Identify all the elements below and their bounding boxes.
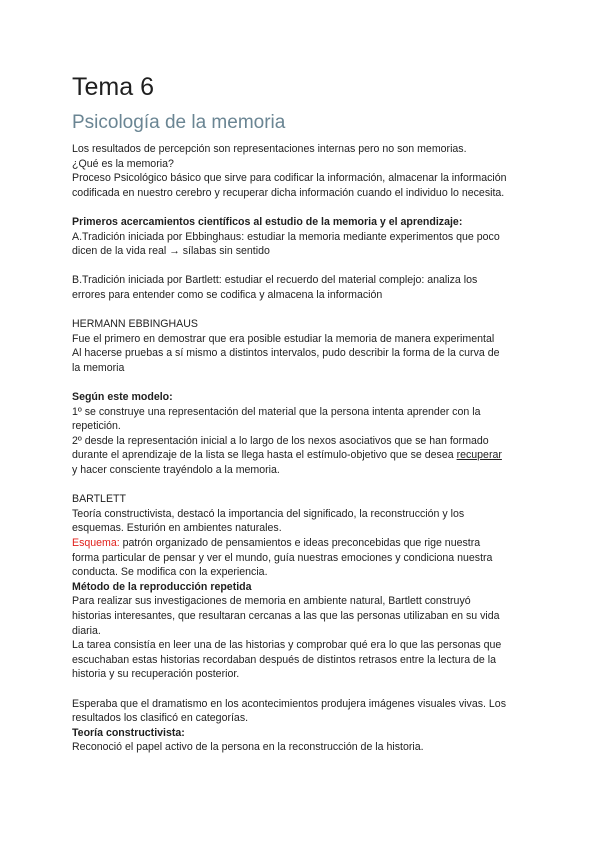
esquema-line-3: conducta. Se modifica con la experiencia. — [72, 566, 268, 579]
modelo-line-3: 2º desde la representación inicial a lo largo de los nexos asociativos que se han formado — [72, 434, 489, 447]
metodo-line-6: historia y su recuperación posterior. — [72, 668, 240, 681]
modelo-line-2: repetición. — [72, 420, 121, 433]
primeros-b-line-2: errores para entender como se codifica y almacena la información — [72, 288, 383, 301]
primeros-b-line-1: B.Tradición iniciada por Bartlett: estudiar el recuerdo del material complejo: analiza los — [72, 274, 478, 287]
intro-line-3: Proceso Psicológico básico que sirve para codificar la información, almacenar la información — [72, 172, 507, 185]
recuperar-underlined: recuperar — [456, 449, 502, 462]
page-title: Tema 6 — [72, 73, 154, 101]
ebbinghaus-line-1: Fue el primero en demostrar que era posible estudiar la memoria de manera experimental — [72, 332, 495, 345]
modelo-line-4-text: durante el aprendizaje de la lista se llega hasta el estímulo-objetivo que se desea — [72, 449, 457, 462]
metodo-line-8: resultados los clasificó en categorías. — [72, 712, 249, 725]
modelo-heading: Según este modelo: — [72, 391, 173, 404]
metodo-line-5: escuchaban estas historias recordaban después de distintos retrasos entre la lectura de la — [72, 653, 496, 666]
page-subtitle: Psicología de la memoria — [72, 112, 286, 133]
metodo-line-4: La tarea consistía en leer una de las historias y comprobar qué era lo que las personas que — [72, 639, 502, 652]
esquema-text: patrón organizado de pensamientos e ideas preconcebidas que rige nuestra — [119, 537, 481, 550]
teoria-line-1: Reconoció el papel activo de la persona en la reconstrucción de la historia. — [72, 741, 424, 754]
bartlett-line-2: esquemas. Esturión en ambientes naturales. — [72, 522, 282, 535]
intro-line-2: ¿Qué es la memoria? — [72, 157, 174, 170]
esquema-label: Esquema: — [72, 537, 120, 550]
metodo-line-1: Para realizar sus investigaciones de memoria en ambiente natural, Bartlett construyó — [72, 595, 471, 608]
modelo-line-5: y hacer consciente trayéndolo a la memoria. — [72, 464, 280, 477]
metodo-line-7: Esperaba que el dramatismo en los acontecimientos produjera imágenes visuales vivas. Los — [72, 697, 506, 710]
teoria-heading: Teoría constructivista: — [72, 726, 185, 739]
ebbinghaus-heading: HERMANN EBBINGHAUS — [72, 318, 198, 331]
metodo-line-2: historias interesantes, que resultaran cercanas a las que las personas utilizaban en su vida — [72, 610, 500, 622]
primeros-a-line-1: A.Tradición iniciada por Ebbinghaus: estudiar la memoria mediante experimentos que poco — [72, 230, 500, 243]
intro-line-1: Los resultados de percepción son representaciones internas pero no son memorias. — [72, 143, 467, 155]
modelo-line-4 — [72, 448, 532, 463]
esquema-line-2: forma particular de pensar y ver el mundo, guía nuestras emociones y condiciona nuestra — [72, 551, 493, 564]
metodo-heading: Método de la reproducción repetida — [72, 580, 252, 593]
intro-line-4: codificada en nuestro cerebro y recuperar dicha información cuando el individuo lo necesita. — [72, 186, 505, 199]
primeros-a-line-2: dicen de la vida real → sílabas sin sentido — [72, 245, 270, 258]
esquema-line-1 — [72, 536, 532, 551]
ebbinghaus-line-3: la memoria — [72, 361, 125, 374]
bartlett-line-1: Teoría constructivista, destacó la importancia del significado, la reconstrucción y los — [72, 507, 465, 520]
bartlett-heading: BARTLETT — [72, 493, 126, 506]
primeros-heading: Primeros acercamientos científicos al estudio de la memoria y el aprendizaje: — [72, 215, 463, 228]
metodo-line-3: diaria. — [72, 624, 101, 637]
ebbinghaus-line-2: Al hacerse pruebas a sí mismo a distintos intervalos, pudo describir la forma de la curva de — [72, 347, 500, 360]
modelo-line-1: 1º se construye una representación del material que la persona intenta aprender con la — [72, 405, 481, 418]
document-body — [72, 142, 532, 755]
